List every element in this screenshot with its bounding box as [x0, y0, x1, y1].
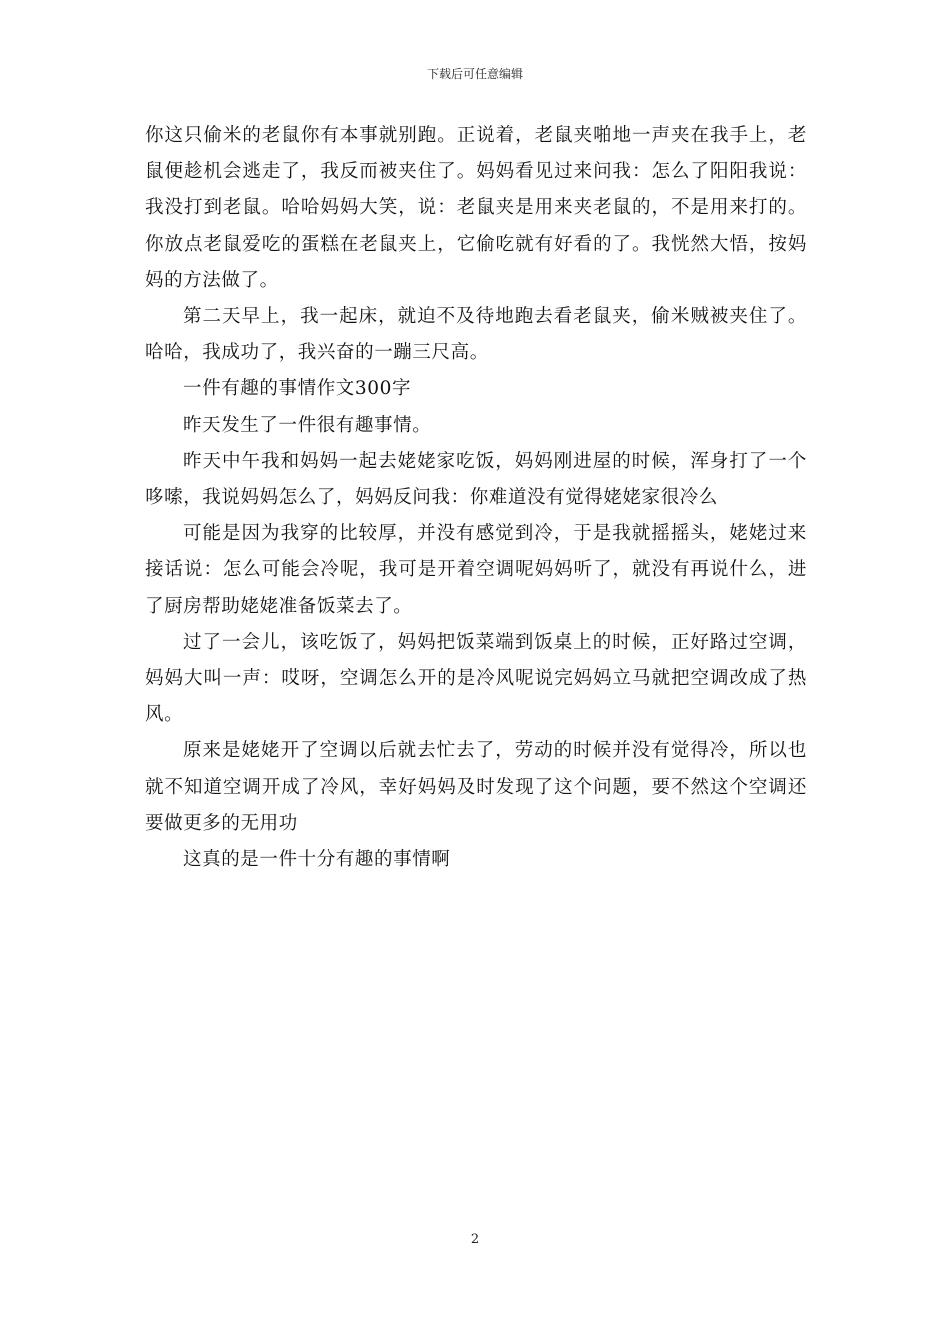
essay-title: 一件有趣的事情作文300字 [183, 378, 412, 400]
paragraph-1: 你这只偷米的老鼠你有本事就别跑。正说着，老鼠夹啪地一声夹在我手上，老鼠便趁机会逃走了，我反而被夹住了。妈妈看见过来问我：怎么了阳阳我说：我没打到老鼠。哈哈妈妈大笑，说：老鼠夹是用来夹老鼠的，不是用来打的。你放点老鼠爱吃的蛋糕在老鼠夹上，它偷吃就有好看的了。我恍然大悟，按妈妈的方法做了。 [145, 125, 807, 291]
document-body [145, 118, 807, 878]
paragraph-2: 第二天早上，我一起床，就迫不及待地跑去看老鼠夹，偷米贼被夹住了。哈哈，我成功了，我兴奋的一蹦三尺高。 [145, 306, 807, 364]
paragraph-4: 昨天中午我和妈妈一起去姥姥家吃饭，妈妈刚进屋的时候，浑身打了一个哆嗦，我说妈妈怎么了，妈妈反问我：你难道没有觉得姥姥家很冷么 [145, 450, 807, 509]
paragraph-6: 过了一会儿，该吃饭了，妈妈把饭菜端到饭桌上的时候，正好路过空调，妈妈大叫一声：哎呀，空调怎么开的是冷风呢说完妈妈立马就把空调改成了热风。 [145, 631, 807, 726]
paragraph-5: 可能是因为我穿的比较厚，并没有感觉到冷，于是我就摇摇头，姥姥过来接话说：怎么可能会冷呢，我可是开着空调呢妈妈听了，就没有再说什么，进了厨房帮助姥姥准备饭菜去了。 [145, 523, 807, 617]
paragraph-8: 这真的是一件十分有趣的事情啊 [183, 849, 451, 871]
paragraph-3: 昨天发生了一件很有趣事情。 [183, 414, 432, 436]
page-header: 下载后可任意编辑 [426, 67, 523, 81]
paragraph-7: 原来是姥姥开了空调以后就去忙去了，劳动的时候并没有觉得冷，所以也就不知道空调开成了冷风，幸好妈妈及时发现了这个问题，要不然这个空调还要做更多的无用功 [145, 740, 807, 834]
page-number: 2 [470, 1232, 480, 1247]
